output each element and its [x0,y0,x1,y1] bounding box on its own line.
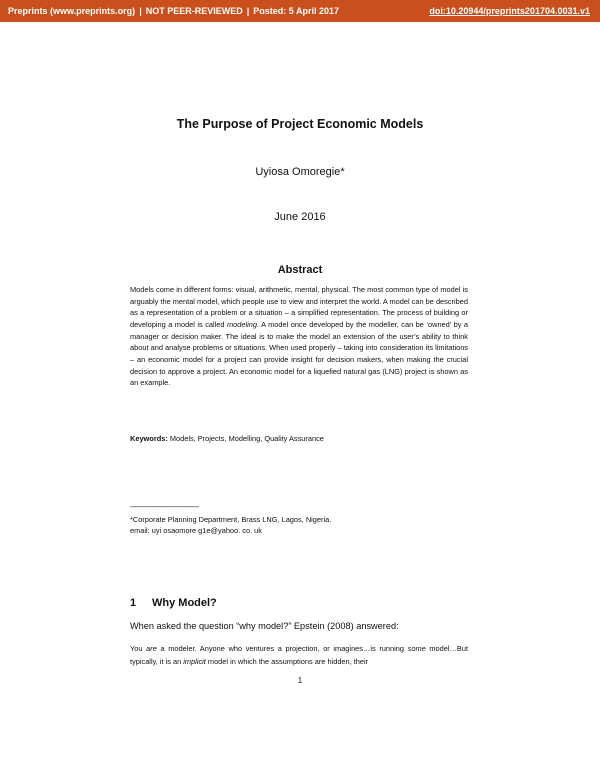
section-title: Why Model? [152,597,217,609]
quote-emphasis: some [407,644,426,653]
keywords-label: Keywords: [130,434,168,443]
keywords [130,433,470,444]
paper-author: Uyiosa Omoregie* [255,166,345,178]
abstract-heading: Abstract [277,264,323,276]
banner-separator: | [246,6,250,16]
quote-text: model in which the assumptions are hidden, their [205,657,369,666]
preprint-banner [0,0,600,22]
paper-date: June 2016 [274,211,326,223]
quote-text: You [130,644,147,653]
abstract-emphasis: modeling [227,319,257,329]
banner-left [8,6,339,16]
abstract-part: Models come in different forms: visual, arithmetic, mental, physical. The most common type of model is arguably the mental model, which people use to view and interpret the world. A model can be described as a representation of a problem or a situation – a simplified representation. The process of building or developing a model is called [130,285,468,329]
epstein-quote [130,642,468,668]
preprints-site-link[interactable]: Preprints (www.preprints.org) [8,6,136,16]
quote-text: model…But typically, it is an [130,644,468,666]
footnote-rule: ----------------------------------- [130,502,199,511]
page-number: 1 [297,676,303,685]
section-number: 1 [130,597,137,609]
quote-text: a modeler. Anyone who ventures a projection, or imagines…is running [156,644,408,653]
section-intro: When asked the question “why model?” Epstein (2008) answered: [130,621,399,631]
quote-emphasis: implicit [183,657,206,666]
footnote-email[interactable]: email: uyi osaomore g1e@yahoo. co. uk [130,526,262,535]
keywords-text: Models, Projects, Modelling, Quality Assurance [167,434,324,443]
posted-date: Posted: 5 April 2017 [253,6,339,16]
quote-emphasis: are [146,644,157,653]
banner-separator: | [139,6,142,16]
doi-link[interactable]: doi:10.20944/preprints201704.0031.v1 [429,6,590,16]
section-heading [130,597,470,609]
footnote-affiliation: *Corporate Planning Department, Brass LNG, Lagos, Nigeria. [130,515,332,524]
paper-title: The Purpose of Project Economic Models [176,117,424,131]
abstract-text [130,284,468,389]
abstract-part: . A model once developed by the modeller, can be ‘owned’ by a manager or decision maker. The ideal is to make the model an extension of the user’s ability to think about and analyse problems or situations. When used properly – taking into consideration its limitations – an economic model for a project can provide insight for decision makers, when making the crucial decision to approve a project. An economic model for a liquefied natural gas (LNG) project is shown as an example. [130,319,468,388]
peer-review-status: NOT PEER-REVIEWED [145,6,243,16]
